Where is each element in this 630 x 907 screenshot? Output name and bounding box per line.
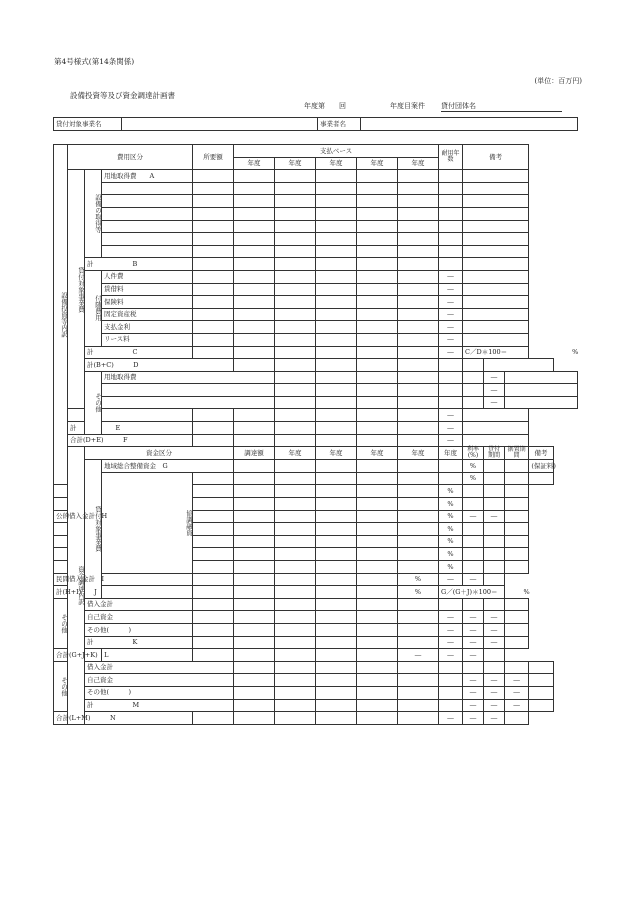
sec2-col-category: 資金区分 (85, 447, 234, 460)
sec1-vertical-title: 設備投資等内訳 (54, 145, 68, 485)
fund-g-label: 地域総合整備資金 G (102, 460, 234, 473)
project-name-field[interactable] (122, 118, 318, 131)
lender-name-underline (441, 111, 562, 112)
sec1-col-category: 費用区分 (68, 145, 193, 170)
sec2-col-rate: 利率(%) (463, 447, 484, 460)
business-name-label: 事業者名 (318, 118, 361, 131)
sec2-col-term: 貸付期間 (484, 447, 505, 460)
etc2-label: その他( ) (85, 686, 234, 699)
sec2-co-vertical: 協調融資 (102, 472, 193, 573)
project-name-label: 貸付対象事業名 (54, 118, 122, 131)
project-header-table (53, 117, 578, 131)
property-tax-label: 固定資産税 (102, 308, 193, 321)
subtotal-e-label: 計 E (68, 422, 193, 435)
fiscal-round-label: 年度第 回 (304, 102, 346, 110)
sec1-fy-3: 年度 (316, 157, 357, 170)
sec1-col-note: 備考 (463, 145, 529, 170)
lender-name-label[interactable]: 貸付団体名 (441, 102, 476, 110)
sec2-other2-vertical: その他 (54, 661, 68, 711)
subtotal-m-label: 計 M (85, 699, 234, 712)
sec1-fy-5: 年度 (398, 157, 439, 170)
own-fund2-label: 自己資金 (85, 674, 234, 687)
rent-label: 賃借料 (102, 283, 193, 296)
total-f-label: 合計(D+E) F (68, 434, 193, 447)
interest-label: 支払金利 (102, 321, 193, 334)
plan-table: 設備投資等内訳 費用区分 所要額 支払ベース 耐用年数 備考 年度 年度 年度 年度 年度 貸付対象事業費 設備の取得等 用地取得費 A 計 B 付随費用 人件費 ― 賃借料 ― 保険料 ― 固定資産税 ― 支払金利 ― リース料 ― 計 C ― C／D＊100＝ % 計(B+C) D その他 用地取得費 ― ― ― ― 計 E ― 合計(D+E) F ― 資金調達内訳 資金区分 調達額 年度 年度 年度 年度 年度 利率(%) 貸付期間 据置期間 備考 貸付対象事業費 地域総合整備資金 G % (保証料) 協調融資 % % % 公的借入金計 H % ― ― % % % % 民間借入金計 I % ― ― 計(H+I) J % G／(G＋J)＊100＝ % その他 借入金計 自己資金 ― ― ― その他( ) ― ― ― 計 K ― ― ― 合計(G+J+K) L ― ― ― その他 借入金計 自己資金 ― ― ― その他( ) ― ― ― 計 M ― ― ― 合計(L+M) N ― ― ― (53, 144, 578, 725)
sec2-sub-vertical: 貸付対象事業費 (85, 460, 102, 599)
sec2-vertical-title: 資金調達内訳 (68, 447, 85, 724)
total-l-label: 合計(G+J+K) L (54, 649, 102, 662)
sec1-acq-vertical: 設備の取得等 (85, 170, 102, 258)
lease-label: リース料 (102, 333, 193, 346)
sec2-col-amount: 調達額 (234, 447, 275, 460)
subtotal-k-label: 計 K (85, 636, 193, 649)
etc-label: その他( ) (85, 623, 193, 636)
subtotal-j-label: 計(H+I) J (54, 586, 85, 599)
sec1-sub-vertical: 貸付対象事業費 (68, 170, 85, 409)
sec2-col-note: 備考 (529, 447, 553, 460)
insurance-label: 保険料 (102, 296, 193, 309)
sec1-col-required: 所要額 (193, 145, 234, 170)
sec1-fy-2: 年度 (275, 157, 316, 170)
own-fund-label: 自己資金 (85, 611, 193, 624)
document-title: 設備投資等及び資金調達計画書 (70, 91, 175, 100)
land2-label: 用地取得費 (102, 371, 275, 384)
subtotal-b-label: 計 B (85, 258, 193, 271)
borrow-label: 借入金計 (85, 598, 193, 611)
sec2-fy-4: 年度 (398, 447, 439, 460)
ratio-c-d: C／D＊100＝ % (463, 346, 529, 359)
labor-label: 人件費 (102, 270, 193, 283)
sec1-inc-vertical: 付随費用 (85, 270, 102, 346)
sec1-fy-1: 年度 (234, 157, 275, 170)
sec2-fy-2: 年度 (316, 447, 357, 460)
guarantee-fee: (保証料) (529, 460, 553, 473)
business-name-field[interactable] (361, 118, 578, 131)
private-loan-i-label: 民間借入金計 I (54, 573, 68, 586)
land-cost-label: 用地取得費 A (102, 170, 193, 183)
sec2-fy-5: 年度 (439, 447, 463, 460)
sec1-col-payment: 支払ベース (234, 145, 439, 158)
sec1-col-life: 耐用年数 (439, 145, 463, 170)
unit-label: (単位：百万円) (534, 77, 582, 85)
sec2-fy-3: 年度 (357, 447, 398, 460)
sec2-col-grace: 据置期間 (505, 447, 529, 460)
borrow2-label: 借入金計 (85, 661, 234, 674)
case-year-label: 年度目案件 (390, 102, 425, 110)
sec1-other-vertical: その他 (85, 371, 102, 434)
ratio-g-j: G／(G＋J)＊100＝ % (439, 586, 505, 599)
sec1-fy-4: 年度 (357, 157, 398, 170)
public-loan-h-label: 公的借入金計 H (54, 510, 68, 523)
subtotal-d-label: 計(B+C) D (85, 359, 234, 372)
subtotal-c-label: 計 C (85, 346, 193, 359)
sec2-other-vertical: その他 (54, 598, 68, 648)
form-number: 第4号様式(第14条関係) (54, 57, 135, 66)
sec2-fy-1: 年度 (275, 447, 316, 460)
total-n-label: 合計(L+M) N (54, 712, 193, 725)
